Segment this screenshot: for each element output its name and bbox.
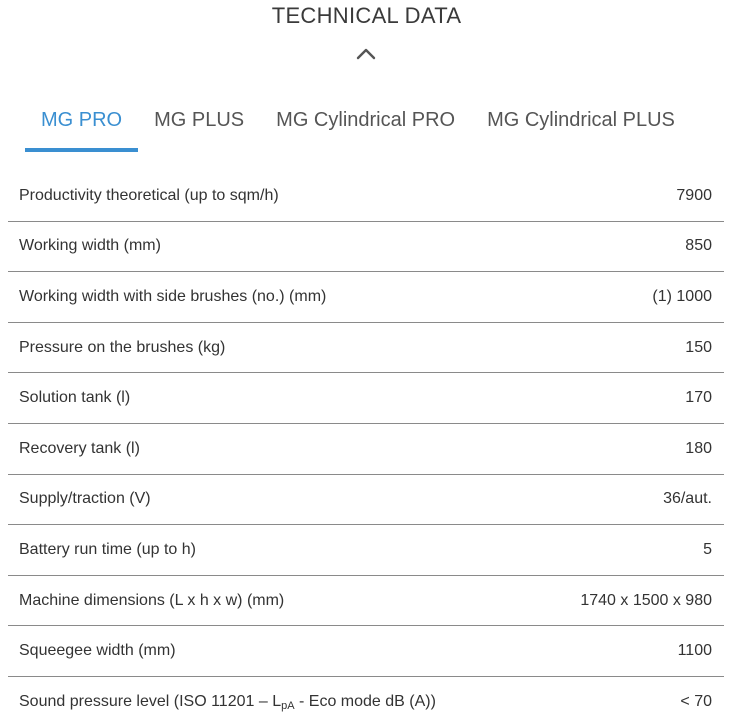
tab-mg-pro[interactable]: MG PRO — [25, 100, 138, 152]
table-row — [8, 525, 724, 576]
product-tabs — [25, 100, 691, 152]
table-row — [8, 171, 724, 222]
spec-value: < 70 — [680, 693, 712, 711]
spec-label: Working width (mm) — [19, 237, 161, 255]
table-row — [8, 424, 724, 475]
spec-value: 1100 — [677, 642, 712, 660]
table-row — [8, 373, 724, 424]
spec-label: Productivity theoretical (up to sqm/h) — [19, 186, 279, 204]
table-row — [8, 222, 724, 273]
spec-label-suffix: - Eco mode dB (A)) — [294, 693, 436, 711]
spec-value: (1) 1000 — [652, 287, 712, 305]
table-row — [8, 626, 724, 677]
spec-value: 1740 x 1500 x 980 — [580, 591, 712, 609]
table-row — [8, 576, 724, 627]
chevron-up-icon — [356, 48, 376, 60]
technical-data-table — [8, 171, 724, 728]
spec-value: 150 — [685, 338, 712, 356]
spec-value: 170 — [685, 389, 712, 407]
spec-label: Squeegee width (mm) — [19, 642, 176, 660]
spec-label-prefix: Sound pressure level (ISO 11201 – L — [19, 693, 282, 711]
spec-value: 850 — [685, 237, 712, 255]
tab-mg-cylindrical-pro[interactable]: MG Cylindrical PRO — [276, 109, 456, 131]
table-row — [8, 323, 724, 374]
spec-value: 180 — [685, 439, 712, 457]
spec-label: Pressure on the brushes (kg) — [19, 338, 226, 356]
table-row — [8, 677, 724, 728]
spec-label: Working width with side brushes (no.) (mm) — [19, 287, 327, 305]
spec-label — [19, 693, 436, 711]
spec-label-subscript: pA — [281, 700, 295, 713]
spec-label: Battery run time (up to h) — [19, 540, 196, 558]
spec-value: 5 — [703, 540, 712, 558]
tab-mg-cylindrical-plus[interactable]: MG Cylindrical PLUS — [487, 109, 675, 131]
table-row — [8, 272, 724, 323]
spec-label: Machine dimensions (L x h x w) (mm) — [19, 591, 285, 609]
spec-value: 36/aut. — [663, 490, 712, 508]
spec-label: Recovery tank (l) — [19, 439, 140, 457]
spec-label: Supply/traction (V) — [19, 490, 151, 508]
spec-label: Solution tank (l) — [19, 389, 131, 407]
collapse-button[interactable] — [354, 44, 378, 64]
spec-value: 7900 — [676, 186, 712, 204]
page-title: TECHNICAL DATA — [271, 3, 462, 28]
table-row — [8, 475, 724, 526]
tab-mg-plus[interactable]: MG PLUS — [154, 109, 245, 131]
